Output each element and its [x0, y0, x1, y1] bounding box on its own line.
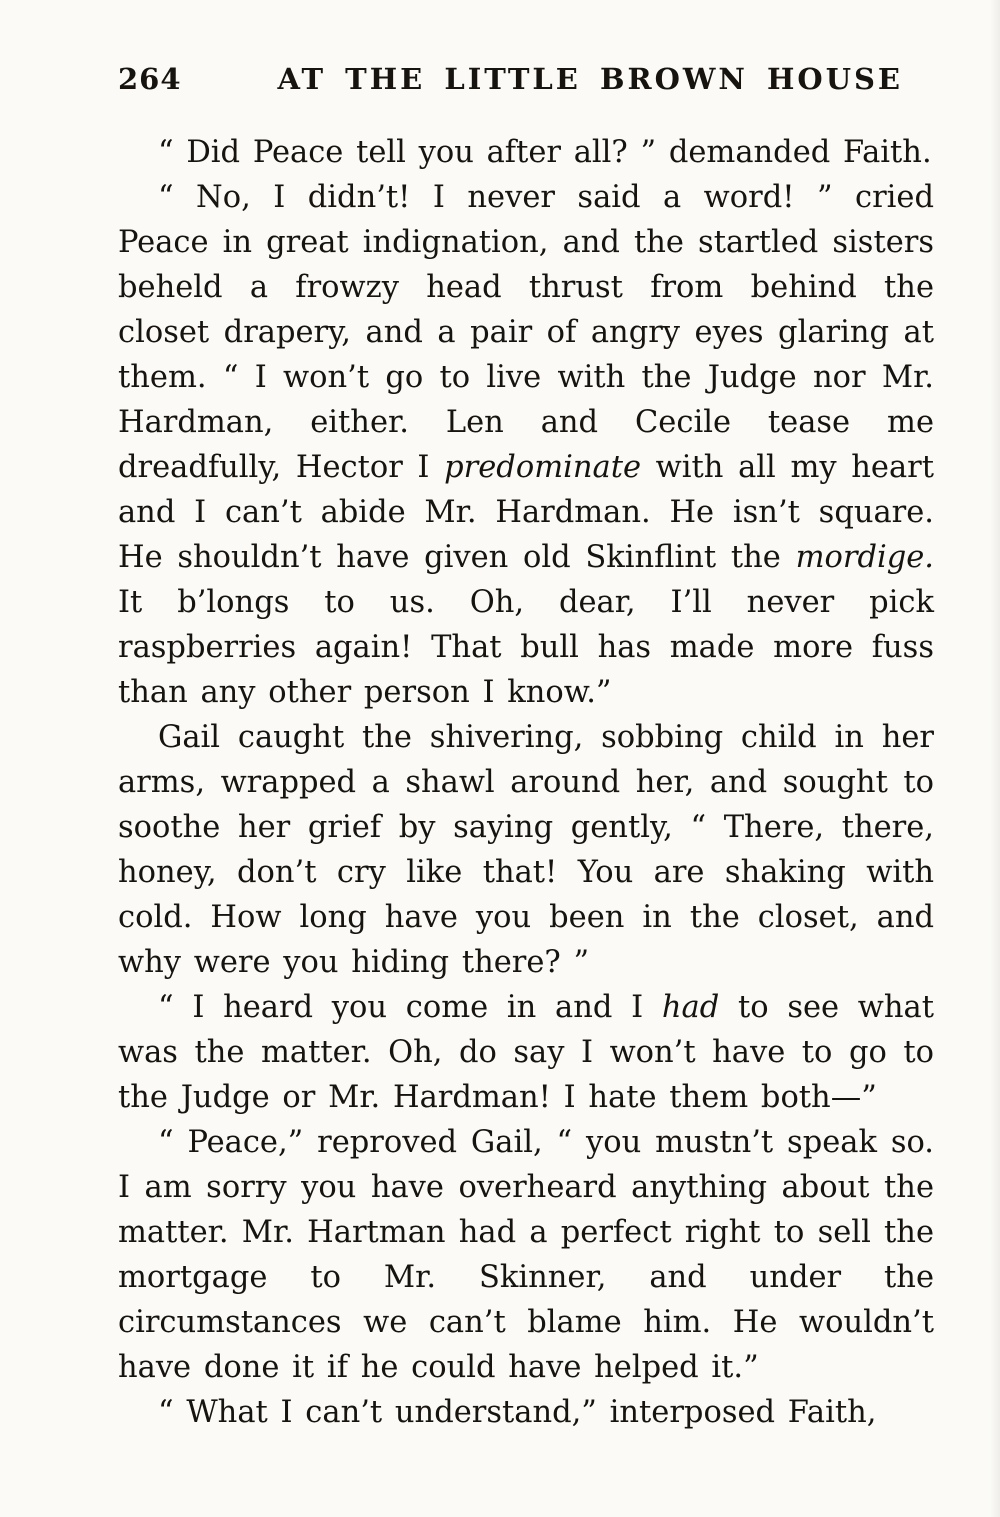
paragraph — [118, 1390, 934, 1435]
paragraph — [118, 175, 934, 715]
text-run: “ What I can’t understand,” interposed Faith, — [158, 1395, 877, 1430]
text-run-italic: mordige. — [795, 540, 934, 575]
text-run: “ I heard you come in and I — [158, 990, 662, 1025]
paragraph — [118, 985, 934, 1120]
text-run: Gail caught the shivering, sobbing child in her arms, wrapped a shawl around her, and sought to soothe her grief by saying gently, “ There, there, honey, don’t cry like that! You are shaking with cold. How long have you been in the closet, and why were you hiding there? ” — [118, 720, 934, 980]
text-run: to see what was the matter. Oh, do say I won’t have to go to the Judge or Mr. Hardman! I hate them both—” — [118, 990, 934, 1115]
text-run-italic: predominate — [444, 450, 642, 485]
running-title: AT THE LITTLE BROWN HOUSE — [277, 62, 904, 96]
text-run: “ Did Peace tell you after all? ” demanded Faith. — [158, 135, 932, 170]
page-body — [118, 130, 934, 1435]
paragraph — [118, 130, 934, 175]
page-number: 264 — [118, 62, 182, 96]
text-run: It b’longs to us. Oh, dear, I’ll never pick raspberries again! That bull has made more fuss than any other person I know.” — [118, 585, 934, 710]
paragraph — [118, 1120, 934, 1390]
paragraph — [118, 715, 934, 985]
text-run: “ Peace,” reproved Gail, “ you mustn’t speak so. I am sorry you have overheard anything about the matter. Mr. Hartman had a perfect right to sell the mortgage to Mr. Skinner, and under the circumstances we can’t blame him. He wouldn’t have done it if he could have helped it.” — [118, 1125, 934, 1385]
text-run: “ No, I didn’t! I never said a word! ” cried Peace in great indignation, and the startled sisters beheld a frowzy head thrust from behind the closet drapery, and a pair of angry eyes glaring at them. “ I won’t go to live with the Judge nor Mr. Hardman, either. Len and Cecile tease me dreadfully, Hector I — [118, 180, 934, 485]
text-run: with all my heart and I can’t abide Mr. Hardman. He isn’t square. He shouldn’t have given old Skinflint the — [118, 450, 934, 575]
page-header — [118, 62, 934, 96]
text-run-italic: had — [661, 990, 720, 1025]
